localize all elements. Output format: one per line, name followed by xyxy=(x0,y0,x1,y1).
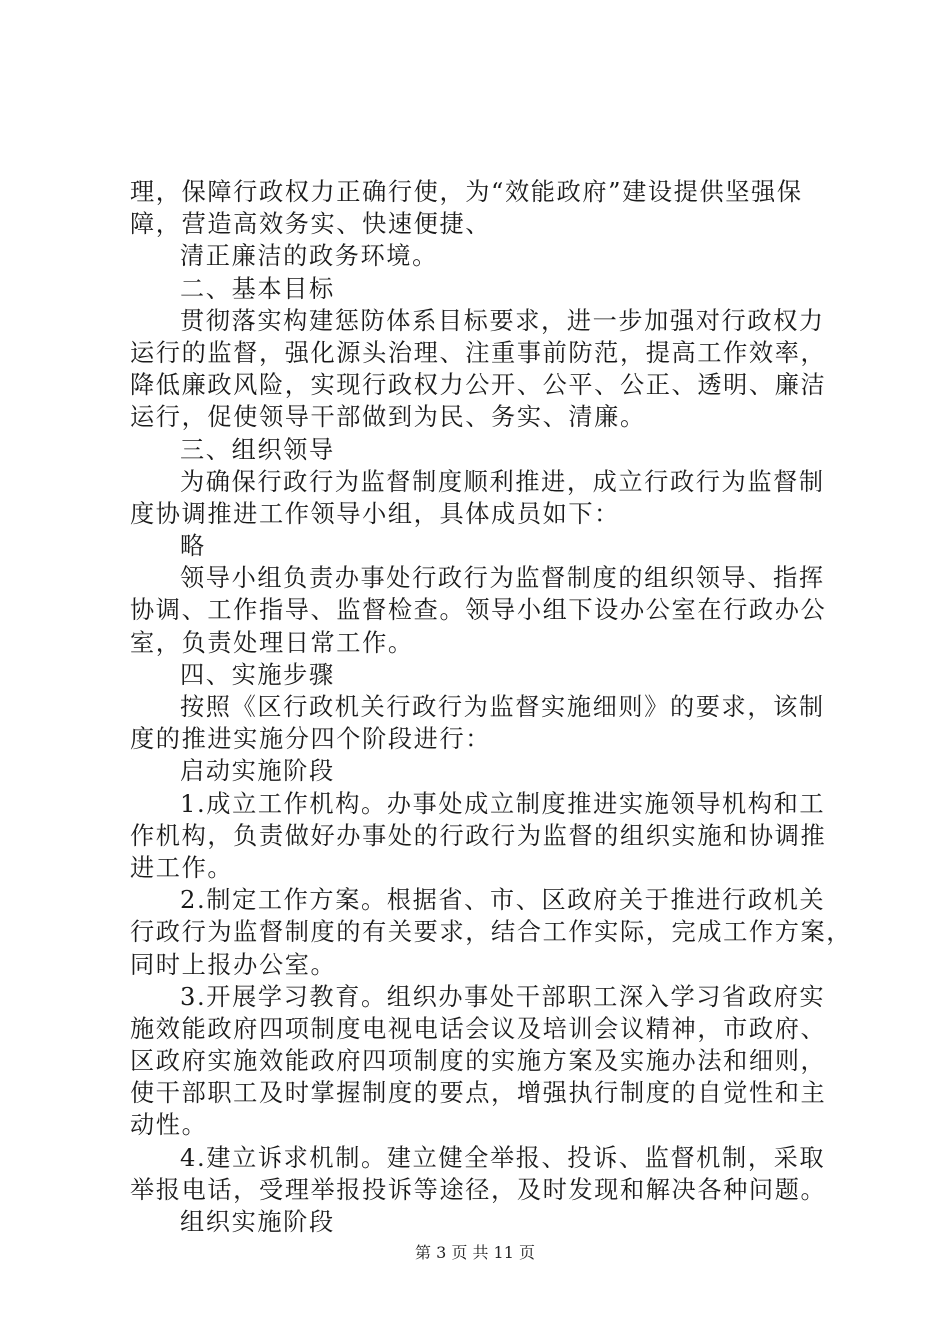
text-line: 区政府实施效能政府四项制度的实施方案及实施办法和细则， xyxy=(130,1047,827,1076)
text-line: 使干部职工及时掌握制度的要点，增强执行制度的自觉性和主 xyxy=(130,1079,827,1108)
text-line: 贯彻落实构建惩防体系目标要求，进一步加强对行政权力 xyxy=(180,306,825,335)
page-number-footer: 第 3 页 共 11 页 xyxy=(415,1243,535,1262)
text-line: 进工作。 xyxy=(130,853,234,882)
text-line: 按照《区行政机关行政行为监督实施细则》的要求，该制 xyxy=(180,693,825,721)
text-line: 启动实施阶段 xyxy=(180,757,335,786)
text-line: 理，保障行政权力正确行使，为“效能政府”建设提供坚强保 xyxy=(130,178,803,206)
text-line: 组织实施阶段 xyxy=(180,1208,335,1236)
text-line: 举报电话，受理举报投诉等途径，及时发现和解决各种问题。 xyxy=(130,1175,827,1204)
text-line: 4.建立诉求机制。建立健全举报、投诉、监督机制，采取 xyxy=(180,1143,826,1172)
text-line: 领导小组负责办事处行政行为监督制度的组织领导、指挥 xyxy=(180,564,825,593)
text-line: 行政行为监督制度的有关要求，结合工作实际，完成工作方案， xyxy=(130,918,853,947)
text-line: 略 xyxy=(180,532,206,561)
text-line: 度协调推进工作领导小组，具体成员如下： xyxy=(130,499,620,528)
text-line: 1.成立工作机构。办事处成立制度推进实施领导机构和工 xyxy=(180,789,826,818)
text-line: 同时上报办公室。 xyxy=(130,950,337,979)
text-line: 清正廉洁的政务环境。 xyxy=(180,242,438,271)
text-line: 运行的监督，强化源头治理、注重事前防范，提高工作效率， xyxy=(130,338,827,367)
text-line: 动性。 xyxy=(130,1111,208,1140)
text-line: 为确保行政行为监督制度顺利推进，成立行政行为监督制 xyxy=(180,467,825,496)
text-line: 障，营造高效务实、快速便捷、 xyxy=(130,210,492,239)
text-line: 四、实施步骤 xyxy=(180,660,335,689)
text-line: 施效能政府四项制度电视电话会议及培训会议精神，市政府、 xyxy=(130,1014,827,1043)
text-line: 降低廉政风险，实现行政权力公开、公平、公正、透明、廉洁 xyxy=(130,371,827,400)
text-line: 室，负责处理日常工作。 xyxy=(130,628,414,657)
text-line: 度的推进实施分四个阶段进行： xyxy=(130,725,492,754)
text-line: 三、组织领导 xyxy=(180,435,335,464)
text-line: 二、基本目标 xyxy=(180,274,335,303)
text-line: 3.开展学习教育。组织办事处干部职工深入学习省政府实 xyxy=(180,982,826,1011)
text-line: 作机构，负责做好办事处的行政行为监督的组织实施和协调推 xyxy=(130,821,827,850)
text-line: 协调、工作指导、监督检查。领导小组下设办公室在行政办公 xyxy=(130,596,827,625)
text-line: 运行，促使领导干部做到为民、务实、清廉。 xyxy=(130,403,646,432)
document-body xyxy=(130,176,853,1238)
text-line: 2.制定工作方案。根据省、市、区政府关于推进行政机关 xyxy=(180,886,826,915)
